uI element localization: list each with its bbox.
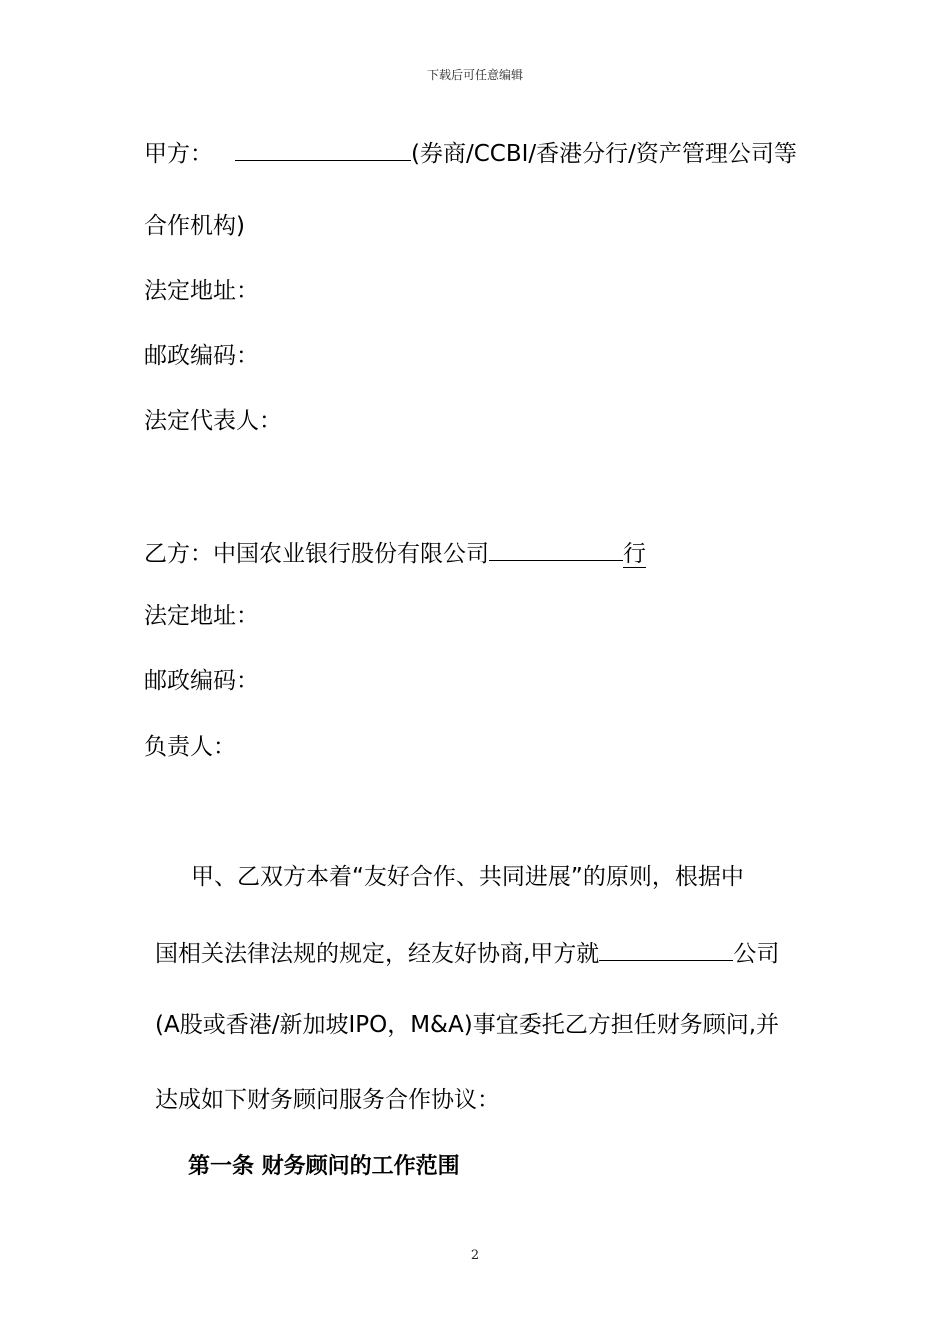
party-a-type-hint-continued: 合作机构): [144, 213, 245, 239]
party-b-label: 乙方：: [144, 541, 213, 567]
article-1-title: 第一条 财务顾问的工作范围: [188, 1154, 460, 1179]
party-b-postcode-label: 邮政编码：: [144, 668, 259, 694]
party-b-branch-suffix: 行: [623, 541, 646, 567]
party-b-bank-name: 中国农业银行股份有限公司: [213, 541, 489, 567]
party-b-head-label: 负责人：: [144, 734, 236, 760]
party-b-branch-blank: [489, 536, 623, 561]
page-number: 2: [470, 1248, 480, 1263]
page-header-note: 下载后可任意编辑: [426, 68, 523, 82]
preamble-line-2-text: 国相关法律法规的规定，经友好协商,甲方就: [155, 941, 600, 967]
party-a-line: [144, 136, 797, 169]
preamble-line-3: (A股或香港/新加坡IPO，M&A)事宜委托乙方担任财务顾问,并: [155, 1012, 780, 1038]
party-b-line: [144, 536, 646, 569]
party-b-address-label: 法定地址：: [144, 603, 259, 629]
party-a-address-label: 法定地址：: [144, 278, 259, 304]
preamble-line-2: [155, 936, 779, 969]
client-company-blank: [599, 936, 733, 961]
party-a-representative-label: 法定代表人：: [144, 408, 282, 434]
party-a-postcode-label: 邮政编码：: [144, 343, 259, 369]
party-a-type-hint: (券商/CCBI/香港分行/资产管理公司等: [411, 141, 797, 167]
party-a-name-blank: [235, 136, 411, 161]
preamble-line-1: 甲、乙双方本着“友好合作、共同进展”的原则，根据中: [191, 864, 744, 890]
party-a-label: 甲方：: [144, 141, 213, 167]
preamble-company-suffix: 公司: [733, 941, 780, 967]
preamble-line-4: 达成如下财务顾问服务合作协议：: [155, 1087, 500, 1113]
